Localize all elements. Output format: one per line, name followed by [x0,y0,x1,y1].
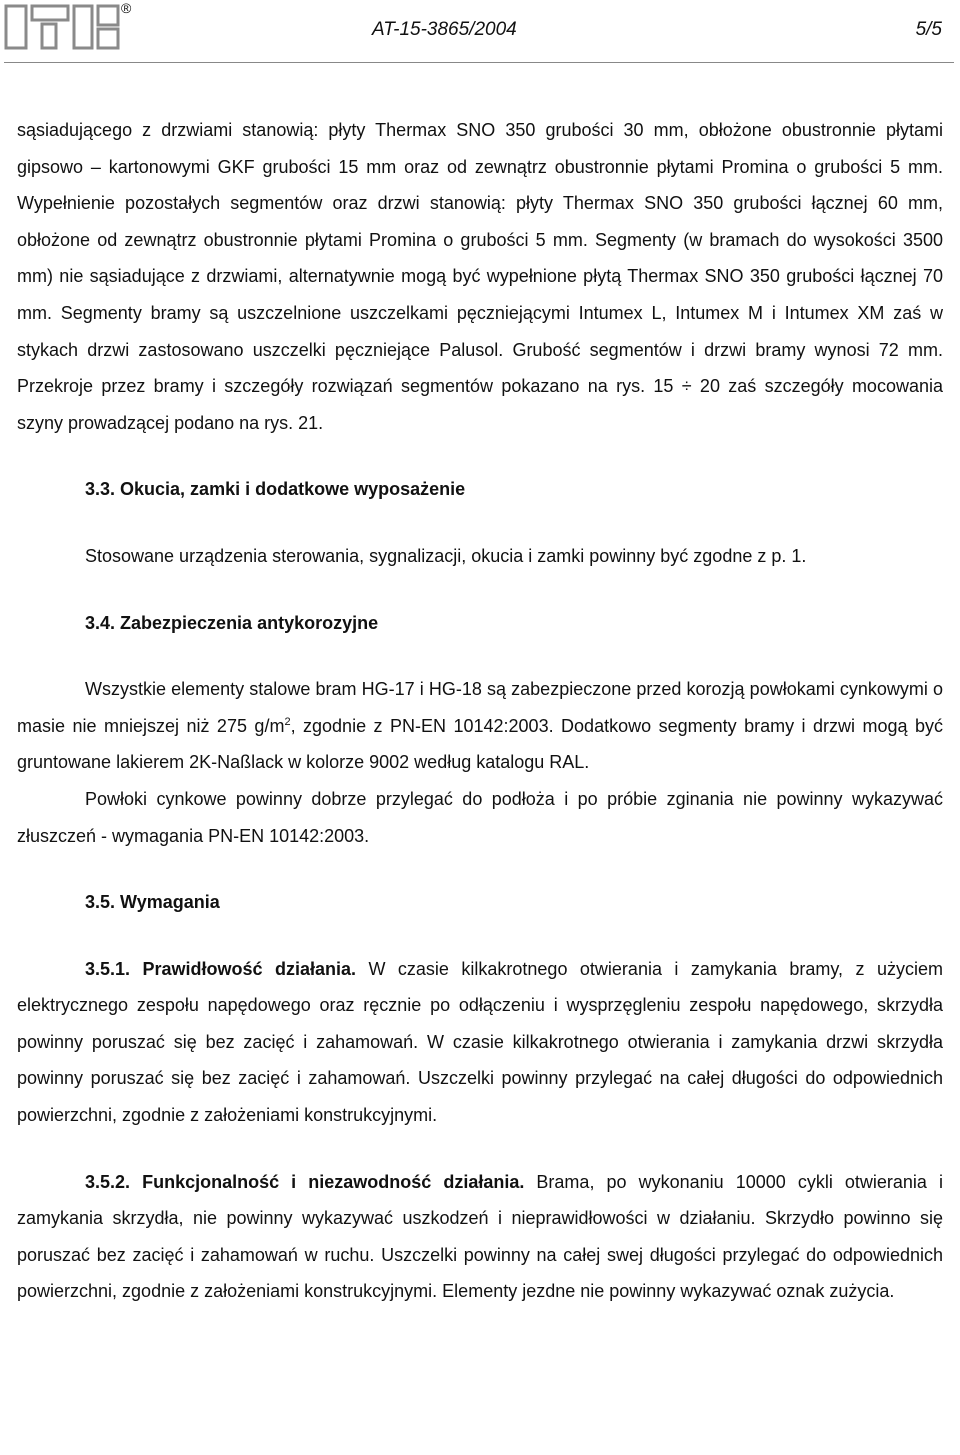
paragraph-segments: sąsiadującego z drzwiami stanowią: płyty Thermax SNO 350 grubości 30 mm, obłożone obustronnie płytami gipsowo – kartonowymi GKF grubości 15 mm oraz od zewnątrz obustronnie płytami Promina o grubości 5 mm. Wypełnienie pozostałych segmentów oraz drzwi stanowią: płyty Thermax SNO 350 grubości łącznej 60 mm, obłożone od zewnątrz obustronnie płytami Promina o grubości 5 mm. Segmenty (w bramach do wysokości 3500 mm) nie sąsiadujące z drzwiami, alternatywnie mogą być wypełnione płytą Thermax SNO 350 grubości łącznej 70 mm. Segmenty bramy są uszczelnione uszczelkami pęczniejącymi Intumex L, Intumex M i Intumex XM zaś w stykach drzwi zastosowano uszczelki pęczniejące Palusol. Grubość segmentów i drzwi bramy wynosi 72 mm. Przekroje przez bramy i szczegóły rozwiązań segmentów pokazano na rys. 15 ÷ 20 zaś szczegóły mocowania szyny prowadzącej podano na rys. 21. [17,120,943,433]
section-3-5-2-heading: 3.5.2. Funkcjonalność i niezawodność działania. [85,1171,525,1192]
s34-text-a: Wszystkie elementy stalowe bram HG-17 i HG-18 są zabezpieczone przed korozją powłokami cynkowymi o masie nie mniejszej niż 275 g/m [17,679,943,736]
s34-text-c: Powłoki cynkowe powinny dobrze przylegać do podłoża i po próbie zginania nie powinny wykazywać złuszczeń - wymagania PN-EN 10142:2003. [17,788,943,846]
section-3-5-1 [17,951,943,1134]
page-header [0,0,960,62]
document-body [17,112,943,1310]
document-number: AT-15-3865/2004 [372,19,517,40]
registered-mark: ® [121,0,132,16]
section-3-5-1-text: W czasie kilkakrotnego otwierania i zamykania bramy, z użyciem elektrycznego zespołu napędowego oraz ręcznie po odłączeniu i wysprzęgleniu zespołu napędowego, skrzydła powinny poruszać się bez zacięć i zahamowań. W czasie kilkakrotnego otwierania i zamykania drzwi skrzydła powinny poruszać się bez zacięć i zahamowań. Uszczelki powinny przylegać na całej długości do odpowiednich powierzchni, zgodnie z założeniami konstrukcyjnymi. [17,958,943,1126]
superscript: 2 [284,715,291,728]
section-3-5-heading: 3.5. Wymagania [85,892,220,913]
section-3-5-1-heading: 3.5.1. Prawidłowość działania. [85,958,357,979]
section-3-3-text: Stosowane urządzenia sterowania, sygnalizacji, okucia i zamki powinny być zgodne z p. 1. [85,545,807,566]
section-3-5-2-text: Brama, po wykonaniu 10000 cykli otwierania i zamykania skrzydła, nie powinny wykazywać uszkodzeń i nieprawidłowości w działaniu. Skrzydło powinno się poruszać bez zacięć i zahamowań w ruchu. Uszczelki powinny na całej swej długości przylegać do odpowiednich powierzchni, zgodnie z założeniami konstrukcyjnymi. Elementy jezdne nie powinny wykazywać oznak zużycia. [17,1171,943,1302]
section-3-4-heading: 3.4. Zabezpieczenia antykorozyjne [85,612,379,633]
section-3-5-2 [17,1164,943,1310]
section-3-3-heading: 3.3. Okucia, zamki i dodatkowe wyposażenie [85,479,466,500]
section-3-4-paragraph-2 [17,781,943,854]
section-3-4-paragraph-1 [17,671,943,781]
header-divider [4,62,954,63]
s34-text-b: , zgodnie z PN-EN 10142:2003. Dodatkowo segmenty bramy i drzwi mogą być gruntowane lakierem 2K-Naßlack w kolorze 9002 według katalogu RAL. [17,715,943,773]
page-number: 5/5 [915,19,942,40]
itb-logo [4,4,120,50]
